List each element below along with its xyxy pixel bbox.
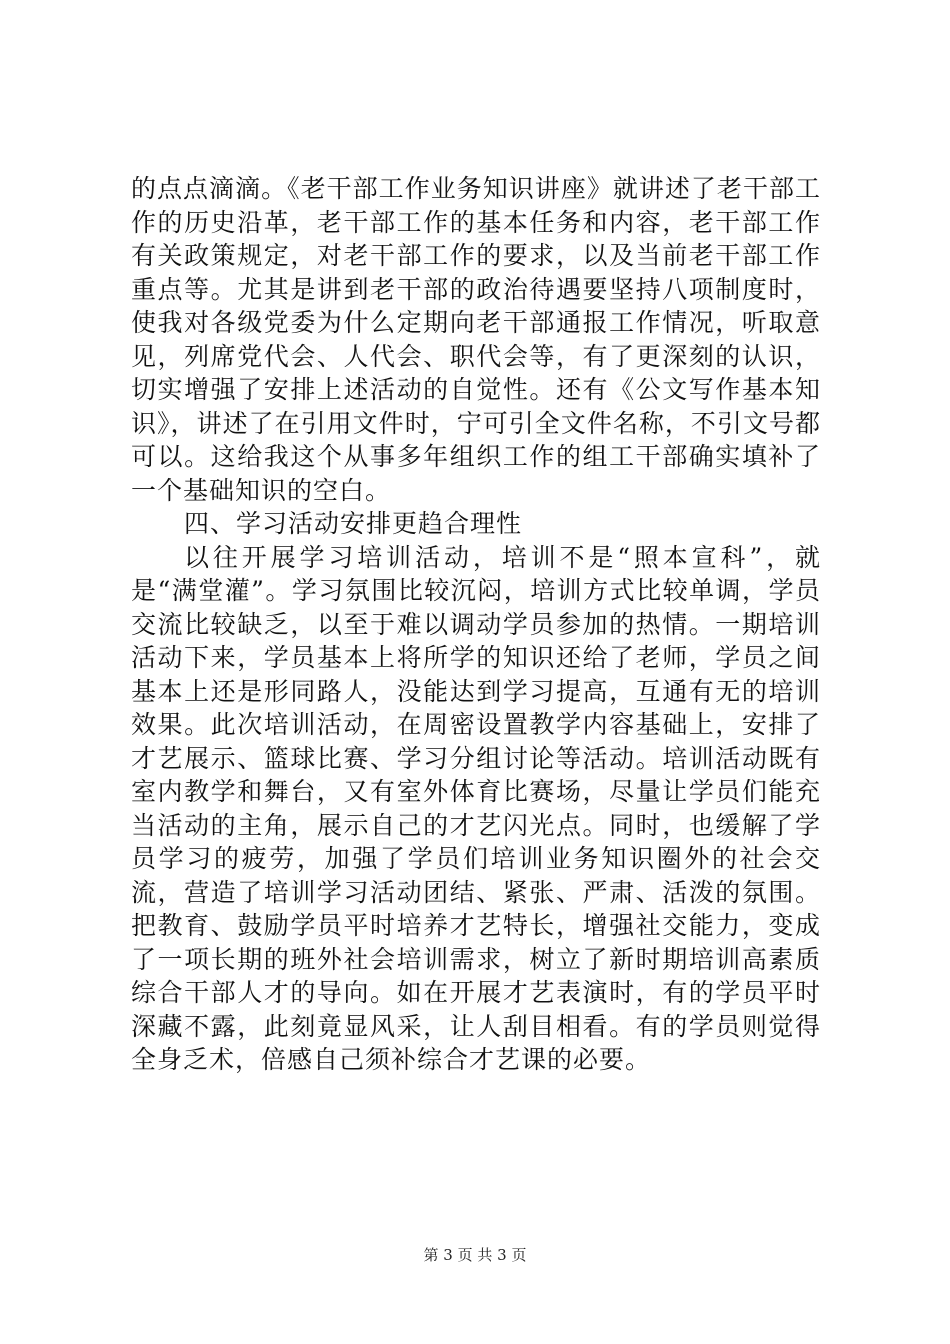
page-number-label: 第 3 页 共 3 页: [423, 1246, 527, 1264]
section-paragraph: 以往开展学习培训活动，培训不是“照本宣科”，就是“满堂灌”。学习氛围比较沉闷，培训方式比较单调，学员交流比较缺乏，以至于难以调动学员参加的热情。一期培训活动下来，学员基本上将所学的知识还给了老师，学员之间基本上还是形同路人，没能达到学习提高，互通有无的培训效果。此次培训活动，在周密设置教学内容基础上，安排了才艺展示、篮球比赛、学习分组讨论等活动。培训活动既有室内教学和舞台，又有室外体育比赛场，尽量让学员们能充当活动的主角，展示自己的才艺闪光点。同时，也缓解了学员学习的疲劳，加强了学员们培训业务知识圈外的社会交流，营造了培训学习活动团结、紧张、严肃、活泼的氛围。把教育、鼓励学员平时培养才艺特长，增强社交能力，变成了一项长期的班外社会培训需求，树立了新时期培训高素质综合干部人才的导向。如在开展才艺表演时，有的学员平时深藏不露，此刻竟显风采，让人刮目相看。有的学员则觉得全身乏术，倍感自己须补综合才艺课的必要。: [131, 542, 821, 1074]
document-body: [131, 172, 821, 1077]
section-heading: 四、学习活动安排更趋合理性: [184, 509, 523, 538]
body-paragraph-continued: 的点点滴滴。《老干部工作业务知识讲座》就讲述了老干部工作的历史沿革，老干部工作的基本任务和内容，老干部工作有关政策规定，对老干部工作的要求，以及当前老干部工作重点等。尤其是讲到老干部的政治待遇要坚持八项制度时，使我对各级党委为什么定期向老干部通报工作情况，听取意见，列席党代会、人代会、职代会等，有了更深刻的认识，切实增强了安排上述活动的自觉性。还有《公文写作基本知识》，讲述了在引用文件时，宁可引全文件名称，不引文号都可以。这给我这个从事多年组织工作的组工干部确实填补了一个基础知识的空白。: [131, 174, 821, 505]
page-footer: [0, 1245, 950, 1265]
